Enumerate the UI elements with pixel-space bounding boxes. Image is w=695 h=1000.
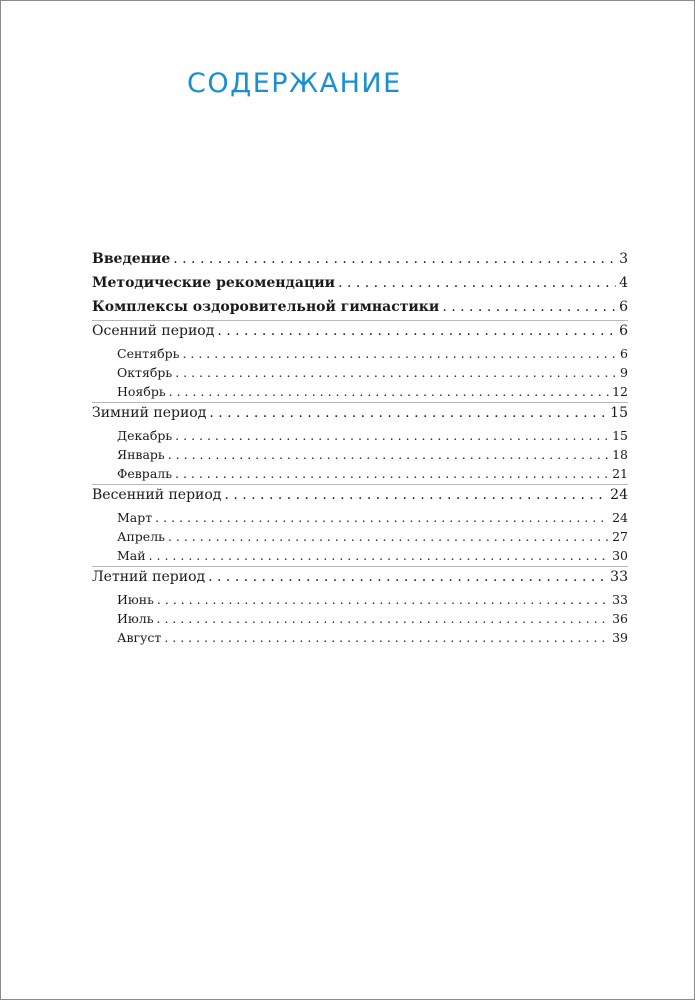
- toc-entry-page: 12: [612, 384, 628, 399]
- leader-dots: [168, 447, 609, 462]
- leader-dots: [149, 548, 610, 563]
- toc-entry-label: Август: [117, 630, 162, 645]
- divider: [92, 566, 628, 567]
- leader-dots: [208, 569, 607, 585]
- leader-dots: [173, 251, 616, 267]
- toc-entry-page: 9: [620, 365, 628, 380]
- toc-entry-page: 18: [612, 447, 628, 462]
- toc-entry-page: 3: [619, 251, 628, 267]
- toc-entry-page: 6: [620, 346, 628, 361]
- toc-entry-april[interactable]: [117, 529, 628, 544]
- toc-entry-label: Сентябрь: [117, 346, 180, 361]
- page-title: СОДЕРЖАНИЕ: [187, 68, 402, 99]
- leader-dots: [157, 611, 610, 626]
- toc-entry-label: Комплексы оздоровительной гимнастики: [92, 299, 440, 315]
- toc-entry-label: Ноябрь: [117, 384, 166, 399]
- leader-dots: [338, 275, 616, 291]
- divider: [92, 402, 628, 403]
- toc-entry-page: 6: [619, 299, 628, 315]
- toc-entry-july[interactable]: [117, 611, 628, 626]
- toc-entry-june[interactable]: [117, 592, 628, 607]
- toc-entry-label: Июнь: [117, 592, 154, 607]
- toc-entry-page: 6: [619, 323, 628, 339]
- toc-entry-february[interactable]: [117, 466, 628, 481]
- toc-entry-january[interactable]: [117, 447, 628, 462]
- toc-entry-label: Весенний период: [92, 487, 222, 503]
- leader-dots: [155, 510, 609, 525]
- toc-entry-complexes[interactable]: [92, 299, 628, 315]
- toc-entry-page: 33: [612, 592, 628, 607]
- toc-entry-label: Октябрь: [117, 365, 173, 380]
- divider: [92, 320, 628, 321]
- toc-entry-label: Апрель: [117, 529, 165, 544]
- toc-entry-label: Декабрь: [117, 428, 173, 443]
- leader-dots: [157, 592, 609, 607]
- toc-entry-label: Осенний период: [92, 323, 215, 339]
- toc-entry-intro[interactable]: [92, 251, 628, 267]
- leader-dots: [209, 405, 607, 421]
- toc-entry-label: Февраль: [117, 466, 173, 481]
- toc-entry-october[interactable]: [117, 365, 628, 380]
- leader-dots: [169, 384, 609, 399]
- toc-entry-label: Январь: [117, 447, 165, 462]
- toc-entry-label: Март: [117, 510, 153, 525]
- toc-entry-page: 33: [610, 569, 628, 585]
- toc-entry-spring[interactable]: [92, 487, 628, 503]
- leader-dots: [217, 323, 616, 339]
- toc-entry-may[interactable]: [117, 548, 628, 563]
- toc-entry-august[interactable]: [117, 630, 628, 645]
- toc-entry-winter[interactable]: [92, 405, 628, 421]
- toc-entry-label: Введение: [92, 251, 171, 267]
- toc-entry-page: 27: [612, 529, 628, 544]
- leader-dots: [175, 466, 609, 481]
- toc-entry-methods[interactable]: [92, 275, 628, 291]
- toc-entry-page: 15: [610, 405, 628, 421]
- leader-dots: [182, 346, 617, 361]
- leader-dots: [175, 365, 617, 380]
- toc-entry-label: Методические рекомендации: [92, 275, 336, 291]
- toc-entry-september[interactable]: [117, 346, 628, 361]
- leader-dots: [442, 299, 616, 315]
- toc-entry-page: 30: [612, 548, 628, 563]
- toc-entry-summer[interactable]: [92, 569, 628, 585]
- toc-entry-label: Июль: [117, 611, 154, 626]
- toc-entry-label: Летний период: [92, 569, 206, 585]
- toc-entry-label: Зимний период: [92, 405, 207, 421]
- toc-entry-page: 15: [612, 428, 628, 443]
- leader-dots: [164, 630, 609, 645]
- toc-entry-label: Май: [117, 548, 146, 563]
- toc-entry-page: 4: [619, 275, 628, 291]
- toc-entry-december[interactable]: [117, 428, 628, 443]
- divider: [92, 484, 628, 485]
- leader-dots: [168, 529, 609, 544]
- toc-entry-november[interactable]: [117, 384, 628, 399]
- toc-entry-autumn[interactable]: [92, 323, 628, 339]
- leader-dots: [224, 487, 607, 503]
- toc-entry-page: 24: [612, 510, 628, 525]
- toc-entry-march[interactable]: [117, 510, 628, 525]
- toc-entry-page: 36: [612, 611, 628, 626]
- toc-entry-page: 39: [612, 630, 628, 645]
- toc-entry-page: 24: [610, 487, 628, 503]
- toc-entry-page: 21: [612, 466, 628, 481]
- leader-dots: [175, 428, 609, 443]
